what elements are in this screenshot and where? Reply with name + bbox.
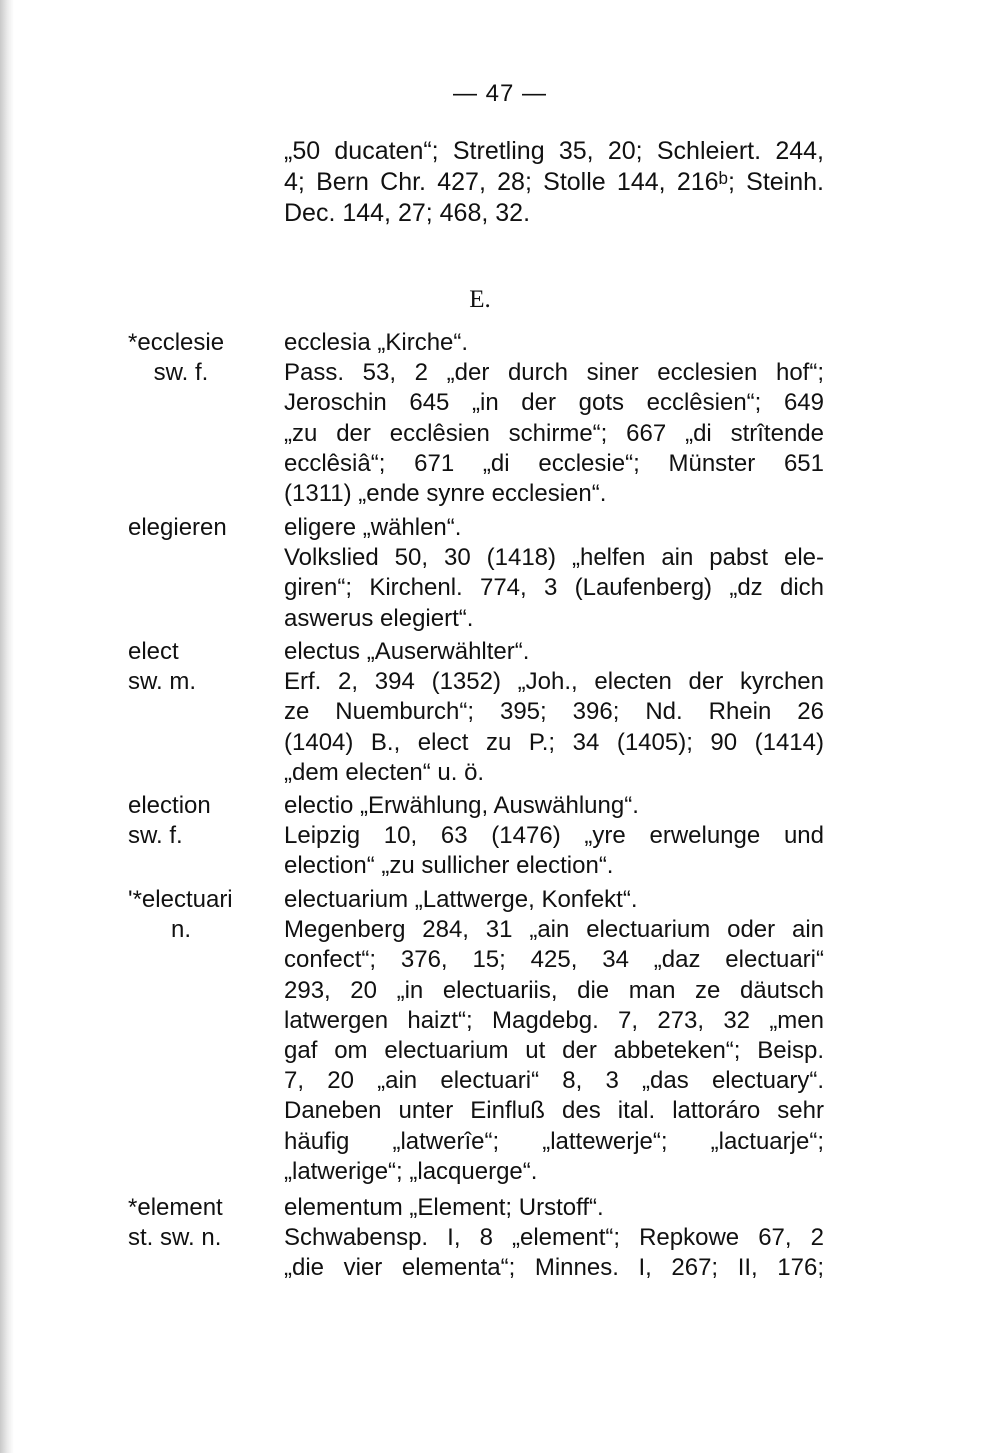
grammar-label: sw. m. [128, 668, 197, 696]
entry-line: elementum „Element; Urstoff“. [284, 1194, 604, 1221]
entry-body [284, 1193, 824, 1284]
entry-body [284, 328, 824, 509]
grammar-label: st. sw. n. [128, 1224, 222, 1252]
entry-headword [128, 1193, 256, 1253]
entry-line: Megenberg 284, 31 „ain electuarium oder ain [284, 916, 824, 944]
entry-line: häufig „latwerîe“; „lattewerje“; „lactuarje“; [284, 1127, 824, 1155]
headword: *element [128, 1194, 223, 1221]
grammar-label: sw. f. [153, 359, 209, 387]
entry-line: Leipzig 10, 63 (1476) „yre erwelunge und [284, 822, 824, 850]
entry-line: electus „Auserwählter“. [284, 638, 530, 665]
intro-line: „50 ducaten“; Stretling 35, 20; Schleiert. 244, [284, 137, 824, 165]
entry-line: Schwabensp. I, 8 „element“; Repkowe 67, 2 [284, 1224, 824, 1252]
page-number: — 47 — [452, 80, 548, 107]
entry-line: 293, 20 „in electuariis, die man ze däutsch [284, 976, 824, 1004]
entry-line: „dem electen“ u. ö. [284, 758, 485, 786]
entry-headword [128, 885, 256, 945]
entry-line: ecclesia „Kirche“. [284, 329, 469, 356]
entry-line: ze Nuemburch“; 395; 396; Nd. Rhein 26 [284, 698, 824, 726]
grammar-label: n. [170, 916, 191, 944]
entry-line: Daneben unter Einfluß des ital. lattoráro sehr [284, 1097, 824, 1125]
entry-line: electio „Erwählung, Auswählung“. [284, 792, 639, 819]
entry-line: gaf om electuarium ut der abbeteken“; Beisp. [284, 1036, 824, 1064]
headword: elegieren [128, 514, 227, 541]
entry-line: giren“; Kirchenl. 774, 3 (Laufenberg) „dz dich [284, 574, 824, 602]
entry-body [284, 791, 824, 882]
entry-line: „die vier elementa“; Minnes. I, 267; II, 176; [284, 1254, 824, 1282]
entry-line: latwergen haizt“; Magdebg. 7, 273, 32 „men [284, 1006, 824, 1034]
entry-body [284, 513, 824, 634]
entry-line: aswerus elegiert“. [284, 604, 474, 632]
entry-headword [128, 791, 256, 851]
grammar-label: sw. f. [128, 822, 183, 850]
entry-line: Pass. 53, 2 „der durch siner ecclesien hof“; [284, 359, 824, 387]
section-letter: E. [469, 286, 491, 313]
entry-line: „latwerige“; „lacquerge“. [284, 1157, 538, 1185]
headword: elect [128, 638, 179, 665]
entry-line: eligere „wählen“. [284, 514, 462, 541]
entry-body [284, 637, 824, 788]
entry-headword [128, 513, 256, 543]
entry-line: Jeroschin 645 „in der gots ecclêsien“; 649 [284, 389, 824, 417]
intro-line: 4; Bern Chr. 427, 28; Stolle 144, 216ᵇ; Steinh. [284, 168, 824, 196]
entry-line: electuarium „Lattwerge, Konfekt“. [284, 886, 638, 913]
headword: election [128, 792, 211, 819]
headword: *ecclesie [128, 329, 225, 356]
entry-line: ecclêsiâ“; 671 „di ecclesie“; Münster 651 [284, 449, 824, 477]
entry-line: Volkslied 50, 30 (1418) „helfen ain pabst ele- [284, 544, 824, 572]
entry-line: 7, 20 „ain electuari“ 8, 3 „das electuary“. [284, 1067, 824, 1095]
entry-line: (1311) „ende synre ecclesien“. [284, 479, 607, 507]
entry-body [284, 885, 824, 1187]
entry-line: election“ „zu sullicher election“. [284, 852, 614, 880]
entry-line: „zu der ecclêsien schirme“; 667 „di strîtende [284, 419, 824, 447]
entry-line: (1404) B., elect zu P.; 34 (1405); 90 (1414) [284, 728, 824, 756]
entry-headword [128, 637, 256, 697]
entry-line: Erf. 2, 394 (1352) „Joh., electen der kyrchen [284, 668, 824, 696]
intro-line: Dec. 144, 27; 468, 32. [284, 199, 531, 227]
entry-headword [128, 328, 256, 388]
entry-line: confect“; 376, 15; 425, 34 „daz electuari“ [284, 946, 824, 974]
headword: '*electuari [128, 886, 233, 913]
